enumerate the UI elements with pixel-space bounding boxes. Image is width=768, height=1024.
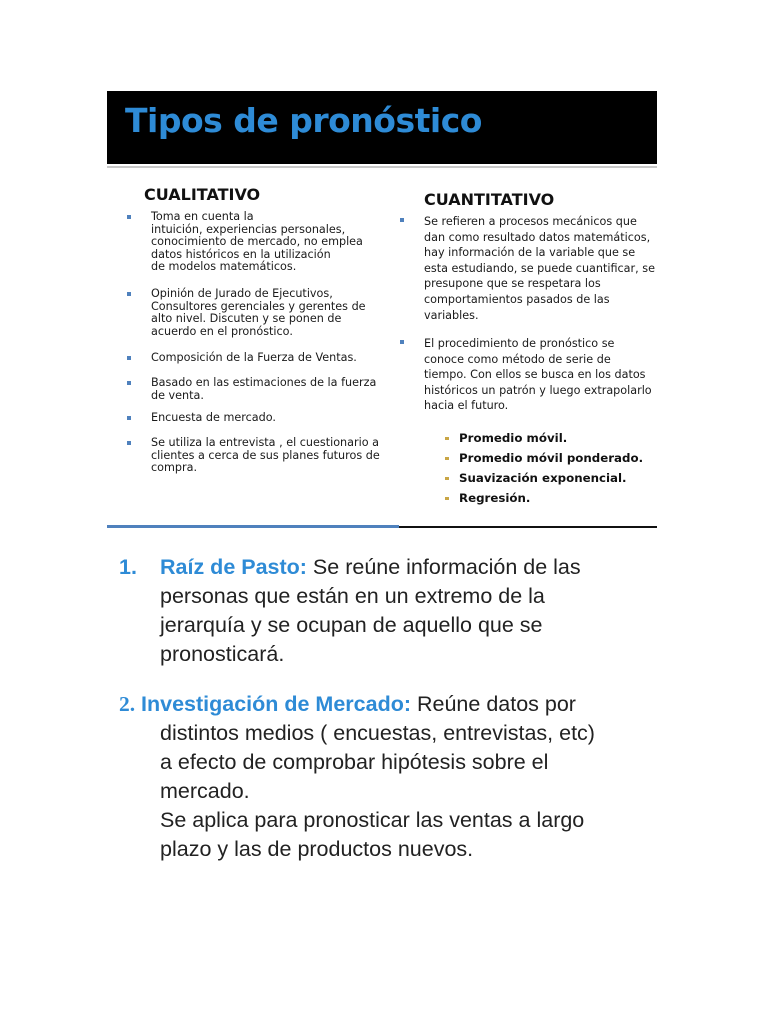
list-item: Promedio móvil. bbox=[443, 431, 653, 451]
item-text: Raíz de Pasto: Se reúne información de las personas que están en un extremo de la jerarquía y se ocupan de aquello que se pronosticará. bbox=[160, 555, 581, 666]
list-item: Basado en las estimaciones de la fuerza de venta. bbox=[124, 377, 384, 412]
slide-title: Tipos de pronóstico bbox=[125, 101, 482, 140]
bullet-icon bbox=[445, 457, 449, 460]
quantitative-list bbox=[397, 214, 657, 416]
list-item: Encuesta de mercado. bbox=[124, 412, 384, 437]
item-text: distintos medios ( encuestas, entrevistas, etc) a efecto de comprobar hipótesis sobre el mercado. Se aplica para pronosticar las ventas a largo plazo y las de productos nuevos. bbox=[160, 721, 595, 861]
bullet-icon bbox=[127, 416, 131, 420]
list-item: Toma en cuenta la intuición, experiencias personales, conocimiento de mercado, no emplea datos históricos en la utilización de modelos matemáticos. bbox=[124, 211, 384, 288]
bullet-icon bbox=[127, 441, 131, 445]
list-item: Composición de la Fuerza de Ventas. bbox=[124, 352, 384, 377]
list-item: El procedimiento de pronóstico se conoce como método de serie de tiempo. Con ellos se busca en los datos históricos un patrón y luego extrapolarlo hacia el futuro. bbox=[397, 336, 657, 416]
slide-title-bar bbox=[107, 91, 657, 164]
list-item: Se utiliza la entrevista , el cuestionario a clientes a cerca de sus planes futuros de compra. bbox=[124, 437, 384, 477]
bullet-icon bbox=[127, 381, 131, 385]
list-item: Opinión de Jurado de Ejecutivos, Consultores gerenciales y gerentes de alto nivel. Discuten y se ponen de acuerdo en el pronóstico. bbox=[124, 288, 384, 352]
bullet-icon bbox=[127, 215, 131, 219]
section-divider bbox=[399, 526, 657, 528]
qualitative-heading: CUALITATIVO bbox=[144, 185, 261, 204]
item-key: Raíz de Pasto: bbox=[160, 555, 307, 579]
item-key: Investigación de Mercado: bbox=[141, 692, 412, 716]
list-item: Regresión. bbox=[443, 491, 653, 511]
bullet-icon bbox=[445, 497, 449, 500]
bullet-icon bbox=[127, 292, 131, 296]
qualitative-list bbox=[124, 211, 384, 477]
bullet-icon bbox=[127, 356, 131, 360]
quantitative-heading: CUANTITATIVO bbox=[424, 190, 555, 209]
bullet-icon bbox=[400, 218, 404, 222]
bullet-icon bbox=[400, 340, 404, 344]
title-divider bbox=[107, 166, 657, 168]
item-number: 1. bbox=[119, 555, 137, 579]
list-item: Se refieren a procesos mecánicos que dan como resultado datos matemáticos, hay información de la variable que se esta estudiando, se puede cuantificar, se presupone que se respetara los comportamientos pasados de las variables. bbox=[397, 214, 657, 336]
bullet-icon bbox=[445, 477, 449, 480]
section-divider bbox=[107, 525, 399, 528]
item-number: 2. bbox=[119, 692, 136, 716]
methods-list bbox=[443, 431, 653, 511]
bullet-icon bbox=[445, 437, 449, 440]
item-heading: Investigación de Mercado: Reúne datos por bbox=[141, 692, 576, 716]
list-item: Promedio móvil ponderado. bbox=[443, 451, 653, 471]
list-item: Suavización exponencial. bbox=[443, 471, 653, 491]
